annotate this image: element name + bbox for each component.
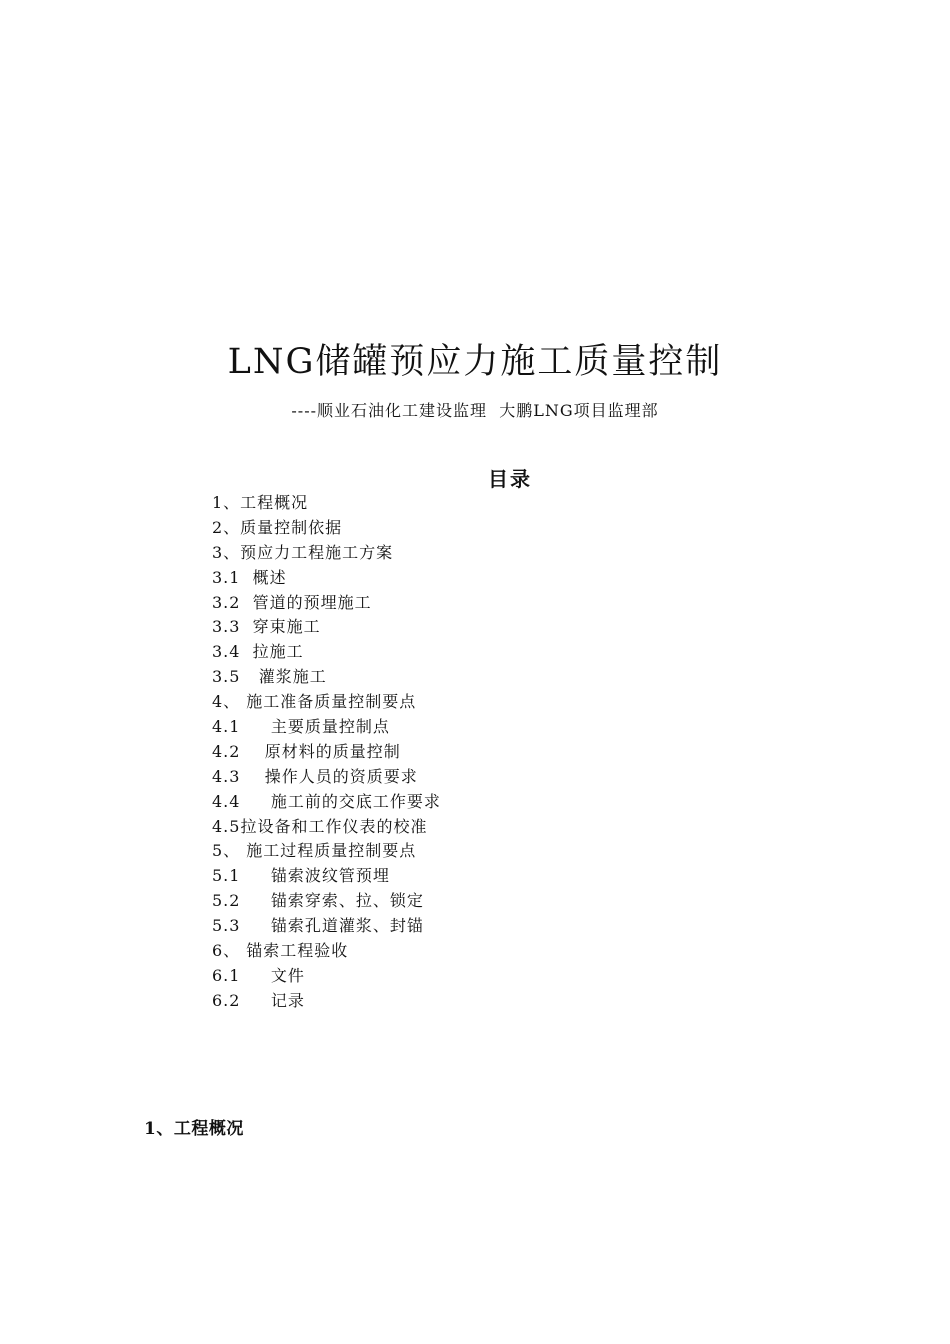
toc-item: 6、 锚索工程验收 [212,941,349,961]
toc-item: 3.4 拉施工 [212,642,304,662]
toc-item: 2、质量控制依据 [212,517,343,537]
toc-item: 5.1 锚索波纹管预埋 [212,866,390,886]
toc-item: 6.1 文件 [212,965,305,985]
toc-item: 4.2 原材料的质量控制 [212,741,401,761]
document-subtitle: ----顺业石油化工建设监理 大鹏LNG项目监理部 [291,401,659,420]
toc-item: 3.3 穿束施工 [212,617,321,637]
toc-item: 4、 施工准备质量控制要点 [212,692,417,712]
toc-item: 3.5 灌浆施工 [212,667,327,687]
section-heading: 1、工程概况 [144,1119,244,1139]
toc-item: 3.2 管道的预埋施工 [212,592,372,612]
toc-item: 4.3 操作人员的资质要求 [212,766,418,786]
toc-item: 6.2 记录 [212,990,305,1010]
toc-heading: 目录 [488,467,532,491]
toc-item: 3.1 概述 [212,567,287,587]
table-of-contents [212,491,441,1014]
toc-item: 5.3 锚索孔道灌浆、封锚 [212,916,424,936]
toc-item: 4.1 主要质量控制点 [212,717,390,737]
toc-item: 1、工程概况 [212,493,309,512]
toc-item: 4.4 施工前的交底工作要求 [212,791,441,811]
toc-item: 3、预应力工程施工方案 [212,542,394,562]
toc-item: 5.2 锚索穿索、拉、锁定 [212,891,424,911]
document-title: LNG储罐预应力施工质量控制 [227,342,723,382]
toc-item: 4.5拉设备和工作仪表的校准 [212,816,428,836]
toc-item: 5、 施工过程质量控制要点 [212,841,417,861]
